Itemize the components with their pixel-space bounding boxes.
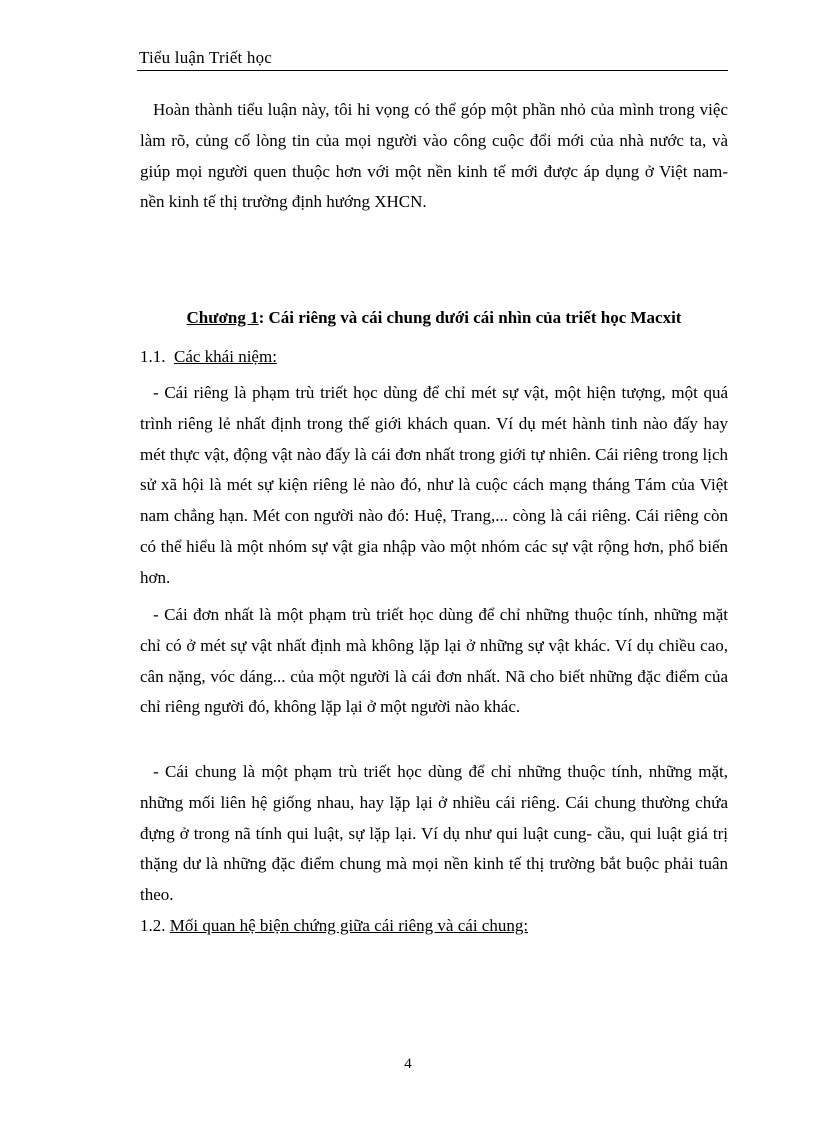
intro-paragraph: Hoàn thành tiểu luận này, tôi hi vọng có thể góp một phần nhỏ của mình trong việc làm rõ, củng cố lòng tin của mọi người vào công cuộc đổi mới của nhà nước ta, và giúp mọi người quen thuộc hơn với một nền kinh tế mới được áp dụng ở Việt nam- nền kinh tế thị trường định hướng XHCN. xyxy=(140,100,728,212)
section-heading-1-2 xyxy=(140,916,528,936)
chapter-title-text: : Cái riêng và cái chung dưới cái nhìn của triết học Macxit xyxy=(258,308,682,327)
paragraph-cai-rieng: - Cái riêng là phạm trù triết học dùng để chỉ mét sự vật, một hiện tượng, một quá trình riêng lẻ nhất định trong thế giới khách quan. Ví dụ mét hành tinh nào đấy hay mét thực vật, động vật nào đấy là cái đơn nhất trong giới tự nhiên. Cái riêng trong lịch sử xã hội là mét sự kiện riêng lẻ nào đó, như là cuộc cách mạng tháng Tám của Việt nam chẳng hạn. Mét con người nào đó: Huệ, Trang,... còng là cái riêng. Cái riêng còn có thể hiểu là một nhóm sự vật gia nhập vào một nhóm các sự vật rộng hơn, phổ biến hơn. xyxy=(140,383,728,587)
chapter-title xyxy=(140,308,728,328)
header-rule xyxy=(137,70,728,71)
paragraph-cai-chung: - Cái chung là một phạm trù triết học dùng để chỉ những thuộc tính, những mặt, những mối liên hệ giống nhau, hay lặp lại ở nhiều cái riêng. Cái chung thường chứa đựng ở trong nã tính qui luật, sự lặp lại. Ví dụ như qui luật cung- cầu, qui luật giá trị thặng dư là những đặc điểm chung mà mọi nền kinh tế thị trường bắt buộc phải tuân theo. xyxy=(140,762,728,905)
section-number: 1.2. xyxy=(140,916,166,935)
running-header: Tiểu luận Triết học xyxy=(139,48,273,67)
chapter-label: Chương 1 xyxy=(186,308,259,327)
section-number: 1.1. xyxy=(140,347,166,366)
section-title: Các khái niệm: xyxy=(174,347,277,366)
section-heading-1-1 xyxy=(140,347,277,367)
paragraph-cai-don-nhat: - Cái đơn nhất là một phạm trù triết học dùng để chỉ những thuộc tính, những mặt chỉ có ở mét sự vật nhất định mà không lặp lại ở những sự vật khác. Ví dụ chiều cao, cân nặng, vóc dáng... của một người là cái đơn nhất. Nã cho biết những đặc điểm của chỉ riêng người đó, không lặp lại ở một người nào khác. xyxy=(140,605,728,717)
section-title: Mối quan hệ biện chứng giữa cái riêng và cái chung: xyxy=(169,916,529,935)
page-number: 4 xyxy=(404,1056,412,1072)
